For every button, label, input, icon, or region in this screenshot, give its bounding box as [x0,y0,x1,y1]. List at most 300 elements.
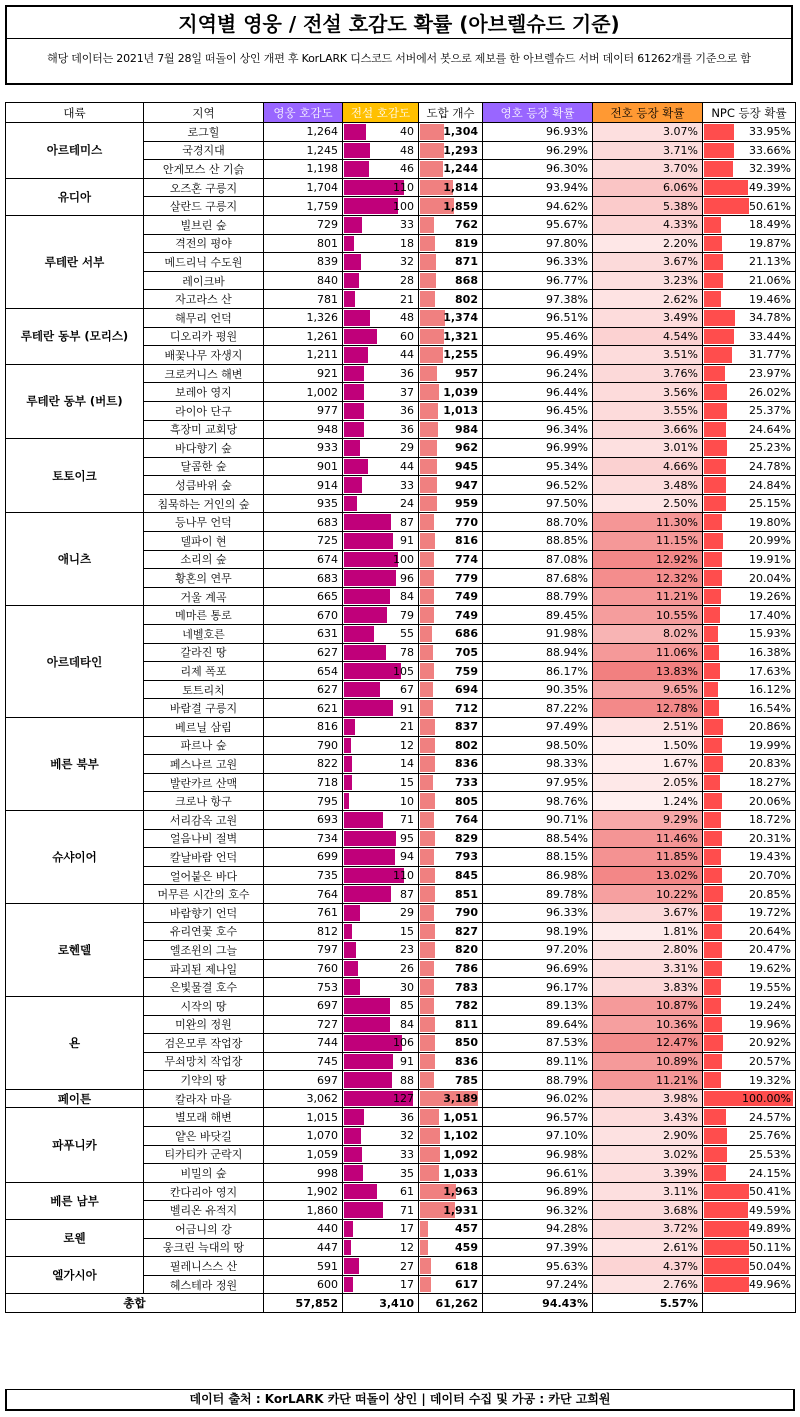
legend-affinity-cell [343,1127,419,1146]
hero-affinity-cell: 627 [264,680,343,699]
npc-rate-value: 19.32% [749,1073,791,1087]
table-row [6,1089,796,1108]
area-name-cell: 소리의 숲 [144,550,264,569]
total-count-value: 779 [455,571,478,585]
area-name-cell: 크로커니스 해변 [144,364,264,383]
legend-affinity-value: 127 [393,1092,414,1106]
area-name-cell: 메마른 통로 [144,606,264,625]
legend-affinity-cell [343,866,419,885]
legend-affinity-value: 33 [400,218,414,232]
total-count-cell [419,922,483,941]
legend-affinity-cell [343,625,419,644]
npc-rate-value: 20.83% [749,757,791,771]
continent-cell: 베른 북부 [6,718,144,811]
legend-affinity-cell [343,1275,419,1294]
npc-rate-cell [703,271,796,290]
data-table [5,102,796,1313]
table-row [6,1220,796,1239]
legend-affinity-value: 32 [400,1129,414,1143]
total-count-value: 1,374 [443,311,478,325]
total-count-value: 793 [455,850,478,864]
area-name-cell: 벨리온 유적지 [144,1201,264,1220]
legend-affinity-cell [343,680,419,699]
header-legend-affinity: 전설 호감도 [343,103,419,123]
area-name-cell: 달콤한 숲 [144,457,264,476]
legend-affinity-value: 33 [400,1147,414,1161]
continent-cell: 로웬 [6,1220,144,1257]
total-count-value: 845 [455,869,478,883]
continent-cell: 엘가시아 [6,1257,144,1294]
legend-affinity-value: 85 [400,999,414,1013]
total-count-value: 1,092 [443,1147,478,1161]
total-count-cell [419,346,483,365]
hero-affinity-cell: 683 [264,569,343,588]
legend-rate-cell: 4.37% [593,1257,703,1276]
total-hero-rate: 94.43% [483,1294,593,1313]
hero-rate-cell: 95.34% [483,457,593,476]
total-count-cell [419,1127,483,1146]
area-name-cell: 리제 폭포 [144,662,264,681]
total-count-cell [419,773,483,792]
legend-affinity-value: 78 [400,645,414,659]
area-name-cell: 헤스테라 정원 [144,1275,264,1294]
area-name-cell: 오즈혼 구릉지 [144,178,264,197]
npc-rate-value: 20.70% [749,869,791,883]
total-hero: 57,852 [264,1294,343,1313]
hero-rate-cell: 86.98% [483,866,593,885]
area-name-cell: 델파이 현 [144,532,264,551]
total-count-cell [419,736,483,755]
header-area: 지역 [144,103,264,123]
total-count-cell [419,532,483,551]
legend-affinity-cell [343,569,419,588]
total-count-value: 617 [455,1278,478,1292]
legend-affinity-value: 96 [400,571,414,585]
npc-rate-cell [703,569,796,588]
area-name-cell: 바람결 구릉지 [144,699,264,718]
hero-rate-cell: 88.70% [483,513,593,532]
area-name-cell: 디오리카 평원 [144,327,264,346]
hero-rate-cell: 88.54% [483,829,593,848]
legend-rate-cell: 10.36% [593,1015,703,1034]
hero-rate-cell: 89.64% [483,1015,593,1034]
area-name-cell: 해무리 언덕 [144,308,264,327]
hero-affinity-cell: 1,070 [264,1127,343,1146]
total-count-cell [419,494,483,513]
legend-affinity-value: 32 [400,255,414,269]
legend-affinity-value: 15 [400,924,414,938]
hero-affinity-cell: 761 [264,903,343,922]
area-name-cell: 흑장미 교회당 [144,420,264,439]
hero-affinity-cell: 729 [264,215,343,234]
legend-rate-cell: 6.06% [593,178,703,197]
npc-rate-cell [703,494,796,513]
legend-affinity-value: 30 [400,980,414,994]
total-count: 61,262 [419,1294,483,1313]
total-count-cell [419,903,483,922]
npc-rate-cell [703,476,796,495]
total-count-cell [419,866,483,885]
legend-affinity-value: 84 [400,1017,414,1031]
npc-rate-cell [703,420,796,439]
total-count-cell [419,364,483,383]
total-count-value: 837 [455,720,478,734]
legend-affinity-value: 100 [393,199,414,213]
legend-rate-cell: 10.22% [593,885,703,904]
npc-rate-value: 20.57% [749,1054,791,1068]
legend-rate-cell: 2.61% [593,1238,703,1257]
hero-rate-cell: 98.50% [483,736,593,755]
npc-rate-value: 18.72% [749,813,791,827]
npc-rate-cell [703,1052,796,1071]
area-name-cell: 바람향기 언덕 [144,903,264,922]
hero-affinity-cell: 654 [264,662,343,681]
npc-rate-value: 16.12% [749,683,791,697]
npc-rate-value: 19.99% [749,738,791,752]
legend-affinity-value: 18 [400,236,414,250]
npc-rate-value: 20.85% [749,887,791,901]
hero-rate-cell: 96.69% [483,959,593,978]
table-header-row [6,103,796,123]
npc-rate-cell [703,401,796,420]
legend-rate-cell: 1.81% [593,922,703,941]
total-count-cell [419,1182,483,1201]
hero-affinity-cell: 725 [264,532,343,551]
npc-rate-cell [703,160,796,179]
area-name-cell: 별모래 해변 [144,1108,264,1127]
npc-rate-cell [703,197,796,216]
legend-affinity-value: 14 [400,757,414,771]
hero-affinity-cell: 948 [264,420,343,439]
npc-rate-cell [703,308,796,327]
legend-rate-cell: 2.51% [593,718,703,737]
table-row [6,903,796,922]
legend-rate-cell: 13.83% [593,662,703,681]
legend-affinity-value: 17 [400,1278,414,1292]
legend-rate-cell: 2.20% [593,234,703,253]
total-count-cell [419,959,483,978]
legend-affinity-cell [343,383,419,402]
hero-rate-cell: 88.15% [483,848,593,867]
legend-affinity-cell [343,922,419,941]
continent-cell: 로헨델 [6,903,144,996]
npc-rate-cell [703,941,796,960]
legend-rate-cell: 4.54% [593,327,703,346]
legend-affinity-cell [343,346,419,365]
legend-affinity-cell [343,123,419,142]
hero-affinity-cell: 1,261 [264,327,343,346]
continent-cell: 욘 [6,996,144,1089]
legend-rate-cell: 2.76% [593,1275,703,1294]
legend-rate-cell: 3.51% [593,346,703,365]
hero-rate-cell: 96.89% [483,1182,593,1201]
legend-affinity-value: 87 [400,515,414,529]
total-count-cell [419,996,483,1015]
area-name-cell: 베르닐 삼림 [144,718,264,737]
header-npc-rate: NPC 등장 확률 [703,103,796,123]
legend-affinity-cell [343,1238,419,1257]
legend-affinity-cell [343,141,419,160]
legend-affinity-cell [343,1201,419,1220]
table-body [6,123,796,1313]
npc-rate-value: 25.53% [749,1147,791,1161]
area-name-cell: 성큼바위 숲 [144,476,264,495]
hero-rate-cell: 89.13% [483,996,593,1015]
legend-affinity-value: 95 [400,831,414,845]
area-name-cell: 얕은 바닷길 [144,1127,264,1146]
npc-rate-value: 24.15% [749,1166,791,1180]
area-name-cell: 시작의 땅 [144,996,264,1015]
total-count-value: 1,039 [443,385,478,399]
area-name-cell: 검은모루 작업장 [144,1034,264,1053]
legend-rate-cell: 13.02% [593,866,703,885]
npc-rate-value: 25.15% [749,497,791,511]
hero-affinity-cell: 734 [264,829,343,848]
npc-rate-value: 25.23% [749,441,791,455]
total-count-cell [419,1257,483,1276]
total-count-cell [419,290,483,309]
hero-rate-cell: 96.29% [483,141,593,160]
hero-affinity-cell: 933 [264,439,343,458]
total-count-cell [419,1238,483,1257]
npc-rate-cell [703,699,796,718]
area-name-cell: 유리연꽃 호수 [144,922,264,941]
npc-rate-cell [703,587,796,606]
total-count-cell [419,606,483,625]
area-name-cell: 머무른 시간의 호수 [144,885,264,904]
hero-affinity-cell: 1,245 [264,141,343,160]
hero-affinity-cell: 1,326 [264,308,343,327]
area-name-cell: 라이아 단구 [144,401,264,420]
total-count-value: 805 [455,794,478,808]
hero-affinity-cell: 1,704 [264,178,343,197]
npc-rate-cell [703,1145,796,1164]
total-count-value: 774 [455,552,478,566]
area-name-cell: 격전의 평야 [144,234,264,253]
total-count-cell [419,197,483,216]
npc-rate-value: 24.57% [749,1110,791,1124]
hero-rate-cell: 97.24% [483,1275,593,1294]
total-count-cell [419,1089,483,1108]
legend-affinity-value: 100 [393,552,414,566]
legend-rate-cell: 4.33% [593,215,703,234]
legend-affinity-cell [343,1071,419,1090]
legend-affinity-cell [343,178,419,197]
total-count-cell [419,885,483,904]
npc-rate-value: 50.04% [749,1259,791,1273]
header-continent: 대륙 [6,103,144,123]
legend-rate-cell: 3.71% [593,141,703,160]
hero-affinity-cell: 822 [264,755,343,774]
legend-affinity-cell [343,401,419,420]
hero-affinity-cell: 670 [264,606,343,625]
npc-rate-cell [703,662,796,681]
npc-rate-value: 100.00% [742,1092,791,1106]
npc-rate-value: 33.95% [749,125,791,139]
legend-affinity-value: 84 [400,590,414,604]
table-row [6,1257,796,1276]
legend-rate-cell: 3.70% [593,160,703,179]
area-name-cell: 발란카르 산맥 [144,773,264,792]
hero-affinity-cell: 795 [264,792,343,811]
legend-rate-cell: 3.02% [593,1145,703,1164]
legend-affinity-value: 88 [400,1073,414,1087]
npc-rate-value: 17.40% [749,608,791,622]
hero-affinity-cell: 440 [264,1220,343,1239]
npc-rate-value: 31.77% [749,348,791,362]
legend-affinity-value: 12 [400,1240,414,1254]
continent-cell: 토토이크 [6,439,144,513]
total-count-cell [419,848,483,867]
table-row [6,996,796,1015]
npc-rate-cell [703,253,796,272]
total-count-cell [419,327,483,346]
table-row [6,123,796,142]
hero-rate-cell: 96.30% [483,160,593,179]
legend-affinity-value: 91 [400,701,414,715]
total-count-value: 1,304 [443,125,478,139]
legend-affinity-value: 87 [400,887,414,901]
hero-affinity-cell: 1,002 [264,383,343,402]
total-count-value: 945 [455,459,478,473]
legend-affinity-value: 91 [400,534,414,548]
legend-affinity-cell [343,996,419,1015]
legend-rate-cell: 11.85% [593,848,703,867]
hero-rate-cell: 96.45% [483,401,593,420]
hero-rate-cell: 97.39% [483,1238,593,1257]
hero-affinity-cell: 1,059 [264,1145,343,1164]
legend-affinity-value: 17 [400,1222,414,1236]
hero-rate-cell: 97.38% [483,290,593,309]
total-count-cell [419,178,483,197]
total-count-value: 1,963 [443,1185,478,1199]
legend-affinity-cell [343,1145,419,1164]
legend-rate-cell: 1.67% [593,755,703,774]
legend-affinity-cell [343,1164,419,1183]
npc-rate-cell [703,866,796,885]
total-count-value: 733 [455,776,478,790]
hero-rate-cell: 90.35% [483,680,593,699]
legend-affinity-cell [343,327,419,346]
total-count-cell [419,308,483,327]
legend-rate-cell: 12.32% [593,569,703,588]
hero-rate-cell: 87.68% [483,569,593,588]
legend-affinity-value: 79 [400,608,414,622]
continent-cell: 파푸니카 [6,1108,144,1182]
total-count-value: 1,102 [443,1129,478,1143]
hero-rate-cell: 98.33% [483,755,593,774]
npc-rate-value: 19.46% [749,292,791,306]
area-name-cell: 크로나 항구 [144,792,264,811]
legend-rate-cell: 3.55% [593,401,703,420]
total-count-value: 459 [455,1240,478,1254]
legend-rate-cell: 11.46% [593,829,703,848]
npc-rate-value: 34.78% [749,311,791,325]
npc-rate-value: 49.96% [749,1278,791,1292]
total-count-cell [419,457,483,476]
npc-rate-cell [703,513,796,532]
npc-rate-cell [703,736,796,755]
total-count-value: 820 [455,943,478,957]
npc-rate-cell [703,215,796,234]
total-count-value: 749 [455,608,478,622]
npc-rate-value: 33.66% [749,143,791,157]
legend-affinity-cell [343,1034,419,1053]
npc-rate-cell [703,1182,796,1201]
hero-rate-cell: 98.76% [483,792,593,811]
hero-rate-cell: 95.63% [483,1257,593,1276]
total-count-value: 962 [455,441,478,455]
area-name-cell: 침묵하는 거인의 숲 [144,494,264,513]
total-count-value: 785 [455,1073,478,1087]
total-count-value: 790 [455,906,478,920]
hero-affinity-cell: 812 [264,922,343,941]
hero-rate-cell: 96.61% [483,1164,593,1183]
legend-rate-cell: 3.83% [593,978,703,997]
total-count-cell [419,420,483,439]
total-count-value: 1,051 [443,1110,478,1124]
continent-cell: 루테란 동부 (버트) [6,364,144,438]
legend-rate-cell: 1.50% [593,736,703,755]
area-name-cell: 국경지대 [144,141,264,160]
table-row [6,215,796,234]
hero-affinity-cell: 1,211 [264,346,343,365]
total-count-cell [419,141,483,160]
area-name-cell: 칼라자 마을 [144,1089,264,1108]
npc-rate-cell [703,625,796,644]
hero-affinity-cell: 935 [264,494,343,513]
legend-affinity-cell [343,476,419,495]
npc-rate-value: 21.06% [749,274,791,288]
legend-affinity-cell [343,848,419,867]
total-count-cell [419,1145,483,1164]
area-name-cell: 레이크바 [144,271,264,290]
legend-affinity-cell [343,215,419,234]
npc-rate-value: 20.86% [749,720,791,734]
legend-affinity-cell [343,550,419,569]
total-count-cell [419,160,483,179]
npc-rate-value: 49.39% [749,181,791,195]
total-legend: 3,410 [343,1294,419,1313]
legend-affinity-cell [343,606,419,625]
area-name-cell: 안게모스 산 기슭 [144,160,264,179]
legend-affinity-value: 67 [400,683,414,697]
area-name-cell: 미완의 정원 [144,1015,264,1034]
total-count-value: 829 [455,831,478,845]
total-count-value: 1,255 [443,348,478,362]
legend-affinity-value: 29 [400,441,414,455]
table-row [6,513,796,532]
hero-rate-cell: 91.98% [483,625,593,644]
hero-rate-cell: 97.10% [483,1127,593,1146]
total-count-cell [419,662,483,681]
hero-affinity-cell: 1,264 [264,123,343,142]
legend-rate-cell: 3.72% [593,1220,703,1239]
page-title: 지역별 영웅 / 전설 호감도 확률 (아브렐슈드 기준) [5,5,793,39]
continent-cell: 아르테미스 [6,123,144,179]
npc-rate-cell [703,141,796,160]
npc-rate-cell [703,1164,796,1183]
legend-affinity-value: 48 [400,311,414,325]
area-name-cell: 기약의 땅 [144,1071,264,1090]
area-name-cell: 보레아 영지 [144,383,264,402]
npc-rate-value: 50.11% [749,1240,791,1254]
area-name-cell: 로그힐 [144,123,264,142]
legend-affinity-cell [343,420,419,439]
area-name-cell: 티카티카 군락지 [144,1145,264,1164]
total-count-value: 749 [455,590,478,604]
npc-rate-cell [703,848,796,867]
